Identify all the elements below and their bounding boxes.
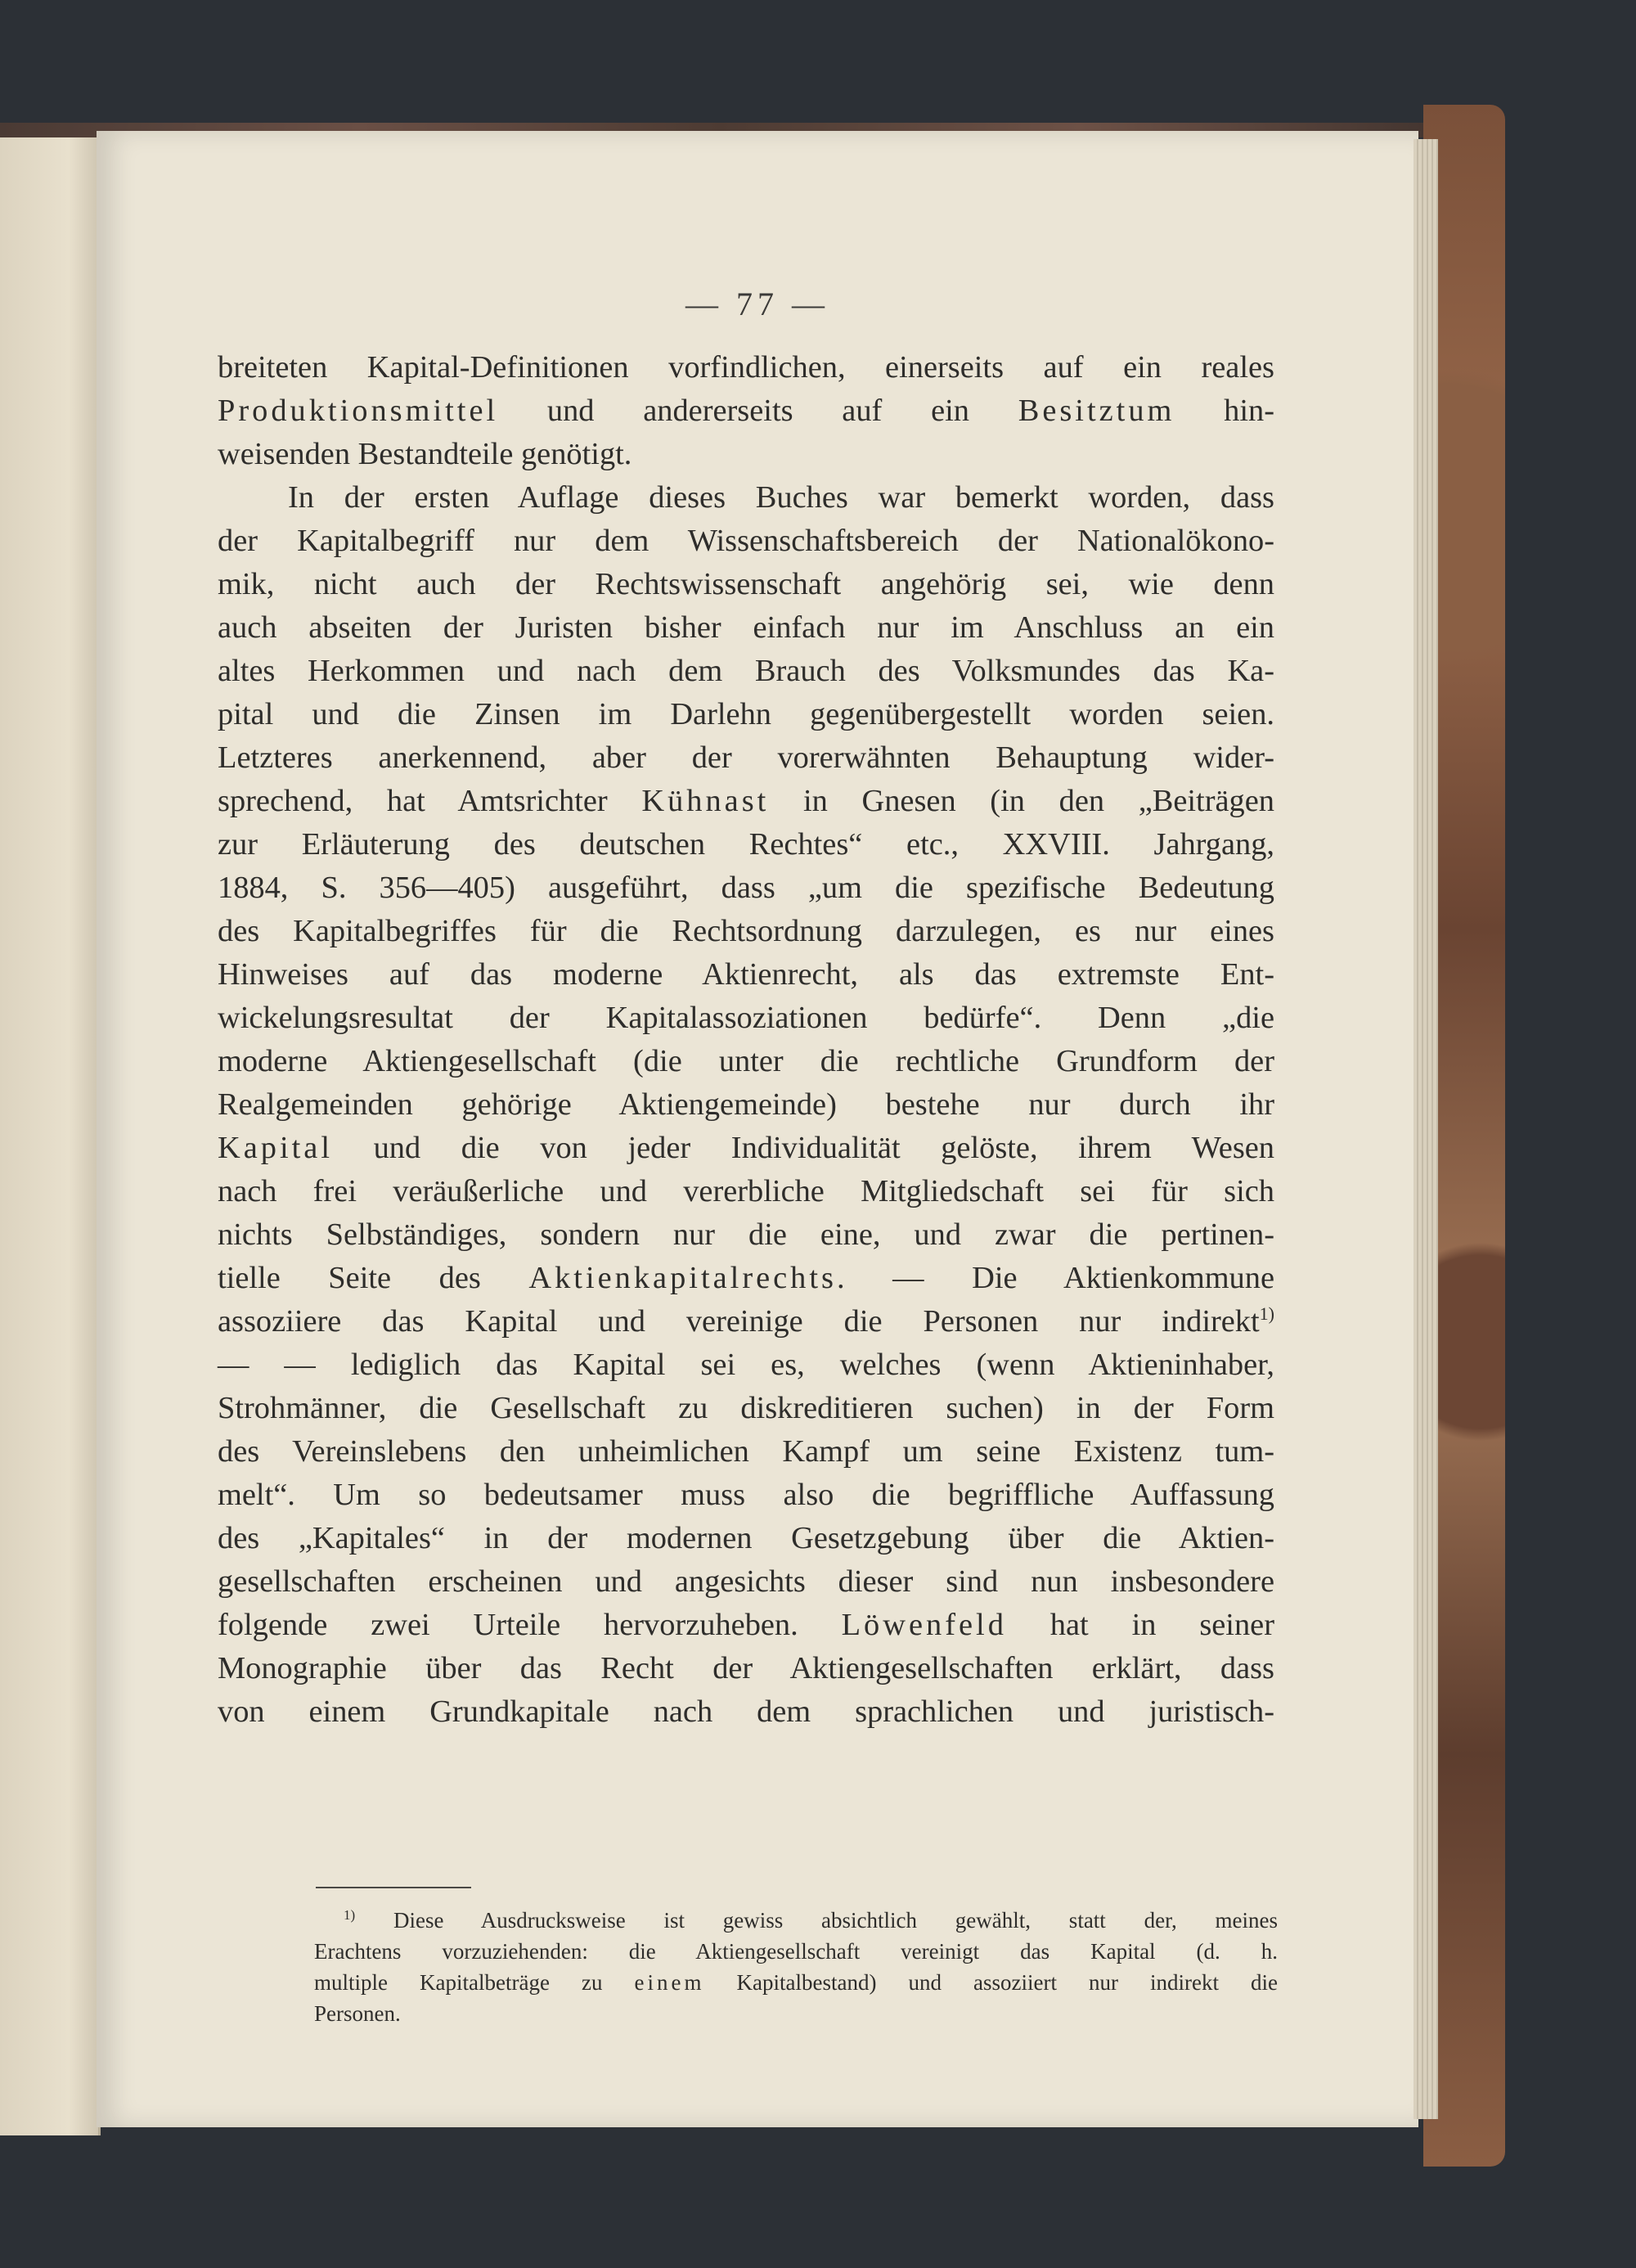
text-span: der Kapitalbegriff nur dem Wissenschaftsbereich der Nationalökono-: [218, 524, 1274, 558]
text-line: [218, 1690, 1274, 1734]
text-span: Strohmänner, die Gesellschaft zu diskreditieren suchen) in der Form: [218, 1391, 1274, 1425]
text-line: [218, 866, 1274, 910]
text-span: weisenden Bestandteile genötigt.: [218, 437, 632, 471]
text-span: Diese Ausdrucksweise ist gewiss absichtlich gewählt, statt der, meines: [355, 1908, 1278, 1933]
text-span: 1884, S. 356—405) ausgeführt, dass „um die spezifische Bedeutung: [218, 871, 1274, 905]
footnote: [314, 1905, 1278, 2029]
page-stack-edge: [1414, 139, 1438, 2119]
footnote-line: [314, 1905, 1278, 1936]
text-span: Hinweises auf das moderne Aktienrecht, als das extremste Ent-: [218, 957, 1274, 992]
text-span: folgende zwei Urteile hervorzuheben.: [218, 1608, 842, 1642]
text-line: [218, 1430, 1274, 1474]
text-line: [218, 1604, 1274, 1647]
text-line: [218, 1647, 1274, 1690]
page-number: — 77 —: [685, 286, 829, 322]
footnote-divider: [316, 1887, 471, 1888]
text-line: [218, 823, 1274, 866]
text-line: [218, 736, 1274, 780]
text-span: hin-: [1175, 394, 1274, 428]
footnote-reference: 1): [1259, 1303, 1274, 1324]
text-line: [218, 346, 1274, 389]
text-span: Erachtens vorzuziehenden: die Aktiengesellschaft vereinigt das Kapital (d. h.: [314, 1939, 1278, 1964]
text-span: altes Herkommen und nach dem Brauch des Volksmundes das Ka-: [218, 654, 1274, 688]
text-line: [218, 1040, 1274, 1083]
text-line: [218, 1170, 1274, 1213]
emphasis-text: Produktionsmittel: [218, 394, 499, 428]
emphasis-text: Kühnast: [641, 784, 770, 818]
text-span: moderne Aktiengesellschaft (die unter die rechtliche Grundform der: [218, 1044, 1274, 1078]
text-line: [218, 389, 1274, 433]
text-span: Letzteres anerkennend, aber der vorerwähnten Behauptung wider-: [218, 740, 1274, 775]
text-line: [218, 476, 1274, 520]
text-span: tielle Seite des: [218, 1261, 529, 1295]
text-line: [218, 953, 1274, 997]
text-span: assoziiere das Kapital und vereinige die Personen nur indirekt: [218, 1304, 1260, 1339]
emphasis-text: Besitztum: [1018, 394, 1175, 428]
text-span: von einem Grundkapitale nach dem sprachlichen und juristisch-: [218, 1694, 1274, 1729]
text-span: Kapitalbestand) und assoziiert nur indirekt die: [704, 1970, 1279, 1995]
text-span: auch abseiten der Juristen bisher einfach nur im Anschluss an ein: [218, 610, 1274, 645]
text-line: [218, 1300, 1274, 1343]
text-span: sprechend, hat Amtsrichter: [218, 784, 642, 818]
text-span: . — Die Aktienkommune: [836, 1261, 1274, 1295]
footnote-line: [314, 1967, 1278, 1998]
text-line: [218, 606, 1274, 650]
text-line: [218, 1083, 1274, 1127]
text-span: breiteten Kapital-Definitionen vorfindlichen, einerseits auf ein reales: [218, 350, 1274, 385]
text-span: Realgemeinden gehörige Aktiengemeinde) bestehe nur durch ihr: [218, 1087, 1274, 1122]
text-line: [218, 1474, 1274, 1517]
left-page-edge: [0, 131, 101, 2135]
text-line: [218, 563, 1274, 606]
text-line: [218, 910, 1274, 953]
emphasis-text: einem: [634, 1970, 705, 1995]
text-line: [218, 780, 1274, 823]
text-line: [218, 1127, 1274, 1170]
text-span: in Gnesen (in den „Beiträgen: [769, 784, 1274, 818]
text-span: nach frei veräußerliche und vererbliche Mitgliedschaft sei für sich: [218, 1174, 1274, 1208]
text-span: mik, nicht auch der Rechtswissenschaft angehörig sei, wie denn: [218, 567, 1274, 601]
text-line: [218, 650, 1274, 693]
text-span: und die von jeder Individualität gelöste, ihrem Wesen: [333, 1131, 1274, 1165]
text-span: hat in seiner: [1006, 1608, 1274, 1642]
text-span: Monographie über das Recht der Aktiengesellschaften erklärt, dass: [218, 1651, 1274, 1685]
text-span: Personen.: [314, 2001, 401, 2026]
text-span: des „Kapitales“ in der modernen Gesetzgebung über die Aktien-: [218, 1521, 1274, 1555]
emphasis-text: Löwenfeld: [841, 1608, 1007, 1642]
text-span: nichts Selbständiges, sondern nur die eine, und zwar die pertinen-: [218, 1217, 1274, 1252]
text-line: [218, 1343, 1274, 1387]
emphasis-text: Aktienkapitalrechts: [528, 1261, 837, 1295]
body-text: [218, 346, 1274, 1734]
text-line: [218, 997, 1274, 1040]
text-span: und andererseits auf ein: [498, 394, 1018, 428]
text-span: des Vereinslebens den unheimlichen Kampf um seine Existenz tum-: [218, 1434, 1274, 1469]
text-span: pital und die Zinsen im Darlehn gegenübergestellt worden seien.: [218, 697, 1274, 731]
text-line: [218, 693, 1274, 736]
footnote-line: [314, 1936, 1278, 1967]
emphasis-text: Kapital: [218, 1131, 333, 1165]
text-span: In der ersten Auflage dieses Buches war bemerkt worden, dass: [288, 480, 1274, 515]
text-span: melt“. Um so bedeutsamer muss also die begriffliche Auffassung: [218, 1478, 1274, 1512]
text-line: [218, 1257, 1274, 1300]
text-span: zur Erläuterung des deutschen Rechtes“ etc., XXVIII. Jahrgang,: [218, 827, 1274, 862]
text-line: [218, 520, 1274, 563]
text-line: [218, 1517, 1274, 1560]
text-span: — — lediglich das Kapital sei es, welches (wenn Aktieninhaber,: [218, 1348, 1274, 1382]
footnote-line: [314, 1998, 1278, 2029]
book-page: [97, 131, 1418, 2127]
text-span: multiple Kapitalbeträge zu: [314, 1970, 635, 1995]
text-span: gesellschaften erscheinen und angesichts dieser sind nun insbesondere: [218, 1564, 1274, 1599]
text-line: [218, 1213, 1274, 1257]
footnote-mark: 1): [344, 1907, 356, 1923]
text-line: [218, 433, 1274, 476]
text-span: des Kapitalbegriffes für die Rechtsordnung darzulegen, es nur eines: [218, 914, 1274, 948]
text-line: [218, 1387, 1274, 1430]
text-line: [218, 1560, 1274, 1604]
text-span: wickelungsresultat der Kapitalassoziationen bedürfe“. Denn „die: [218, 1001, 1274, 1035]
